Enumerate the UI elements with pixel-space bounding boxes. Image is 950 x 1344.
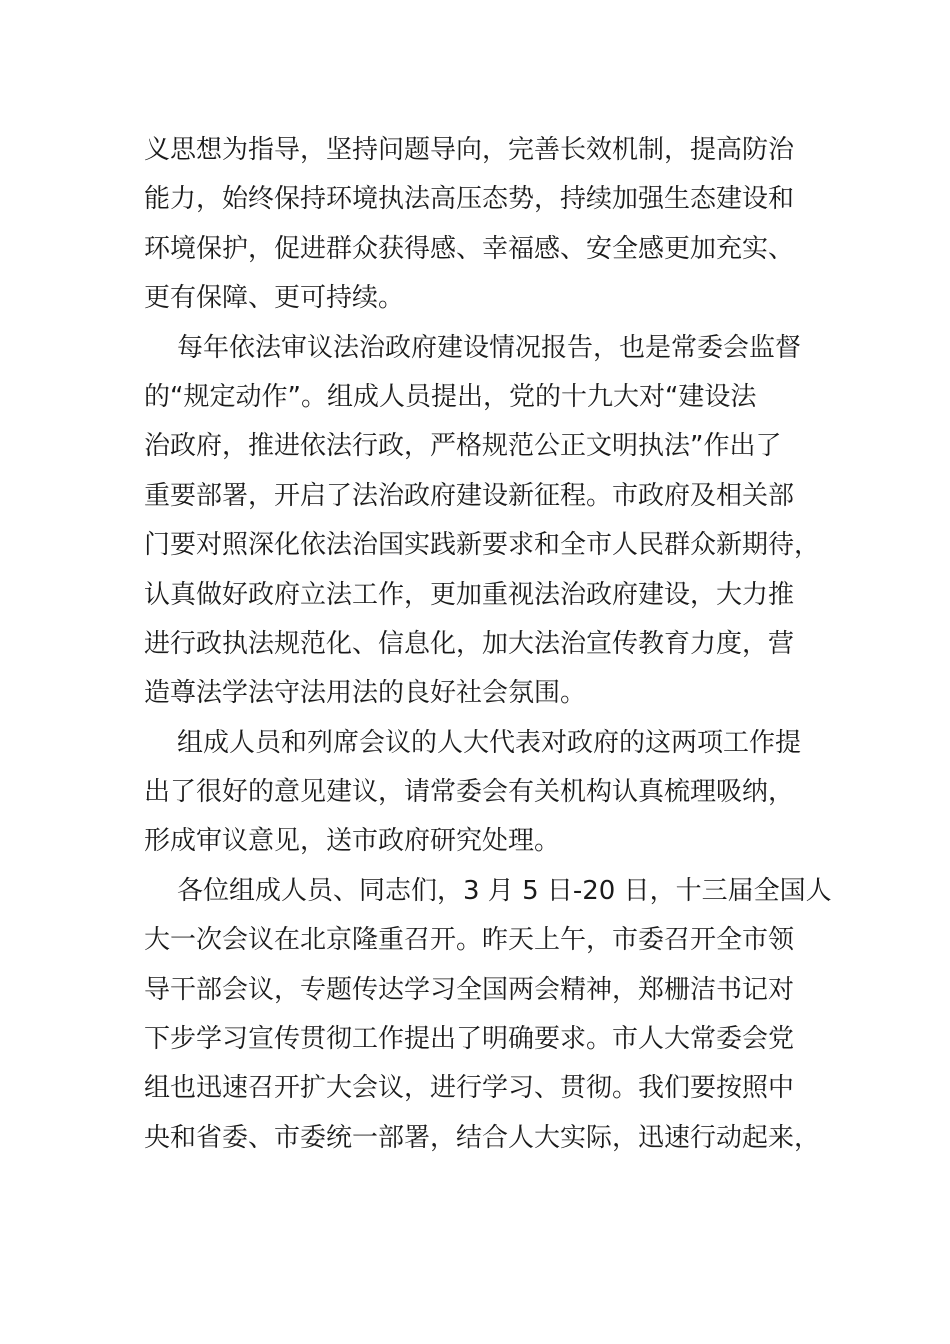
text-line: 形成审议意见，送市政府研究处理。 (144, 826, 561, 857)
text-line: 大一次会议在北京隆重召开。昨天上午，市委召开全市领 (144, 925, 795, 956)
text-line: 的“规定动作”。组成人员提出，党的十九大对“建设法 (144, 381, 757, 412)
text-line: 认真做好政府立法工作，更加重视法治政府建设，大力推 (144, 579, 795, 610)
text-line: 导干部会议，专题传达学习全国两会精神，郑栅洁书记对 (144, 974, 795, 1005)
text-line: 进行政执法规范化、信息化，加大法治宣传教育力度，营 (144, 628, 795, 659)
text-line: 治政府，推进依法行政，严格规范公正文明执法”作出了 (144, 431, 782, 462)
text-line: 更有保障、更可持续。 (144, 283, 405, 314)
text-line: 环境保护，促进群众获得感、幸福感、安全感更加充实、 (144, 233, 795, 264)
text-line: 重要部署，开启了法治政府建设新征程。市政府及相关部 (144, 480, 795, 511)
text-line: 义思想为指导，坚持问题导向，完善长效机制，提高防治 (144, 135, 795, 165)
paragraph-first-line: 每年依法审议法治政府建设情况报告，也是常委会监督 (177, 332, 802, 363)
text-line: 下步学习宣传贯彻工作提出了明确要求。市人大常委会党 (144, 1024, 795, 1055)
text-line: 央和省委、市委统一部署，结合人大实际，迅速行动起来， (144, 1122, 821, 1153)
text-line: 门要对照深化依法治国实践新要求和全市人民群众新期待， (144, 530, 821, 561)
paragraph-first-line: 组成人员和列席会议的人大代表对政府的这两项工作提 (177, 727, 802, 758)
text-line: 造尊法学法守法用法的良好社会氛围。 (144, 678, 587, 709)
text-line: 组也迅速召开扩大会议，进行学习、贯彻。我们要按照中 (144, 1073, 795, 1104)
text-line: 能力，始终保持环境执法高压态势，持续加强生态建设和 (144, 184, 795, 215)
paragraph-first-line: 各位组成人员、同志们，3 月 5 日-20 日，十三届全国人 (177, 875, 832, 906)
text-line: 出了很好的意见建议，请常委会有关机构认真梳理吸纳， (144, 777, 795, 808)
document-body (144, 126, 832, 1163)
